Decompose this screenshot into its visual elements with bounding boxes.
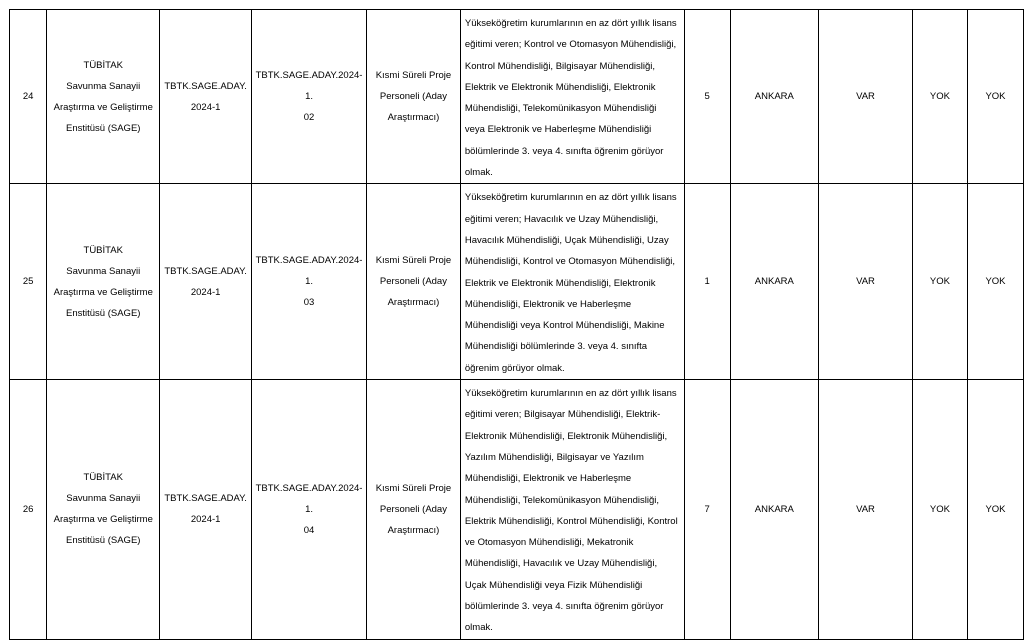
institution-cell-line: Enstitüsü (SAGE) — [66, 307, 141, 319]
status-a-cell — [819, 380, 913, 640]
requirements-cell — [460, 380, 684, 640]
institution-cell-line: TÜBİTAK — [83, 59, 123, 71]
institution-cell — [47, 10, 160, 184]
requirements-cell-line: Mühendisliği, Kontrol ve Otomasyon Mühendisliği, — [464, 256, 676, 268]
requirements-cell-line: eğitimi veren; Havacılık ve Uzay Mühendisliği, — [464, 213, 659, 225]
table-row — [10, 380, 1024, 640]
status-a-cell — [819, 10, 913, 184]
program-code-cell-line: 2024-1 — [190, 286, 221, 298]
requirements-cell-line: Mühendisliği bölümlerinde 3. veya 4. sınıfta — [464, 341, 648, 353]
table-row — [10, 10, 1024, 184]
position-code-cell — [252, 380, 367, 640]
position-count-cell — [684, 184, 730, 380]
requirements-cell-line: Havacılık Mühendisliği, Uçak Mühendisliği, Uzay — [464, 234, 669, 246]
position-code-cell-line: 04 — [303, 524, 315, 536]
requirements-cell-line: olmak. — [464, 622, 493, 634]
requirements-cell-line: Kontrol Mühendisliği, Bilgisayar Mühendisliği, — [464, 60, 655, 72]
row-number — [10, 380, 47, 640]
positions-table — [9, 9, 1024, 640]
program-code-cell-line: TBTK.SAGE.ADAY. — [164, 493, 247, 505]
requirements-cell-line: Mühendisliği, Telekomünikasyon Mühendisliği, — [464, 494, 660, 506]
position-code-cell-line: TBTK.SAGE.ADAY.2024-1. — [255, 255, 363, 288]
institution-cell-line: TÜBİTAK — [83, 244, 123, 256]
program-code-cell — [160, 184, 252, 380]
position-code-cell-line: TBTK.SAGE.ADAY.2024-1. — [255, 70, 363, 103]
position-code-cell — [252, 10, 367, 184]
program-code-cell-line: 2024-1 — [190, 101, 221, 113]
status-b-cell-text: YOK — [929, 276, 950, 288]
program-code-cell-line: 2024-1 — [190, 514, 221, 526]
requirements-cell — [460, 184, 684, 380]
status-c-cell — [967, 184, 1023, 380]
requirements-cell-line: Uçak Mühendisliği veya Fizik Mühendisliği — [464, 579, 643, 591]
position-title-cell-line: Kısmi Süreli Proje — [375, 70, 452, 82]
city-cell-text: ANKARA — [754, 91, 794, 103]
requirements-cell-line: eğitimi veren; Bilgisayar Mühendisliği, Elektrik- — [464, 409, 661, 421]
status-a-cell-text: VAR — [856, 503, 875, 515]
requirements-cell-line: bölümlerinde 3. veya 4. sınıfta öğrenim görüyor — [464, 145, 664, 157]
position-code-cell-line: 03 — [303, 297, 315, 309]
position-title-cell-line: Kısmi Süreli Proje — [375, 482, 452, 494]
city-cell — [730, 380, 819, 640]
requirements-cell-line: Mühendisliği veya Kontrol Mühendisliği, Makine — [464, 320, 665, 332]
requirements-cell-line: öğrenim görüyor olmak. — [464, 362, 565, 374]
position-title-cell-line: Araştırmacı) — [387, 112, 440, 124]
requirements-cell-line: olmak. — [464, 167, 493, 179]
position-count-cell — [684, 380, 730, 640]
status-c-cell-text: YOK — [985, 276, 1006, 288]
status-a-cell — [819, 184, 913, 380]
institution-cell-line: Enstitüsü (SAGE) — [66, 122, 141, 134]
requirements-cell-line: Yükseköğretim kurumlarının en az dört yıllık lisans — [464, 18, 677, 29]
status-a-cell-text: VAR — [856, 91, 875, 103]
program-code-cell-line: TBTK.SAGE.ADAY. — [164, 80, 247, 92]
position-title-cell-line: Kısmi Süreli Proje — [375, 255, 452, 267]
position-code-cell-line: TBTK.SAGE.ADAY.2024-1. — [255, 482, 363, 515]
status-c-cell — [967, 10, 1023, 184]
requirements-cell-line: Mühendisliği, Elektronik ve Haberleşme — [464, 473, 632, 485]
status-b-cell — [912, 184, 967, 380]
requirements-cell-line: bölümlerinde 3. veya 4. sınıfta öğrenim görüyor — [464, 601, 664, 613]
table-row — [10, 184, 1024, 380]
institution-cell-line: Savunma Sanayii — [66, 80, 141, 92]
row-number-text: 24 — [22, 91, 34, 103]
requirements-cell-line: Mühendisliği, Elektronik ve Haberleşme — [464, 298, 632, 310]
requirements-cell-line: Yazılım Mühendisliği, Bilgisayar ve Yazılım — [464, 451, 644, 463]
position-title-cell — [366, 10, 460, 184]
status-a-cell-text: VAR — [856, 276, 875, 288]
status-b-cell-text: YOK — [929, 503, 950, 515]
requirements-cell-line: Elektronik Mühendisliği, Elektronik Mühendisliği, — [464, 430, 668, 442]
requirements-cell-line: Mühendisliği, Havacılık ve Uzay Mühendisliği, — [464, 558, 658, 570]
row-number — [10, 10, 47, 184]
row-number — [10, 184, 47, 380]
requirements-cell-line: Elektrik ve Elektronik Mühendisliği, Elektronik — [464, 277, 656, 289]
institution-cell — [47, 184, 160, 380]
institution-cell-line: Araştırma ve Geliştirme — [53, 514, 153, 526]
position-title-cell-line: Araştırmacı) — [387, 297, 440, 309]
city-cell — [730, 184, 819, 380]
institution-cell-line: TÜBİTAK — [83, 472, 123, 484]
table-body — [10, 10, 1024, 640]
status-c-cell-text: YOK — [985, 91, 1006, 103]
position-title-cell — [366, 380, 460, 640]
position-code-cell-line: 02 — [303, 112, 315, 124]
requirements-cell-line: Mühendisliği, Telekomünikasyon Mühendisliği — [464, 103, 657, 115]
position-count-cell-text: 1 — [704, 276, 710, 288]
institution-cell-line: Enstitüsü (SAGE) — [66, 535, 141, 547]
institution-cell — [47, 380, 160, 640]
requirements-cell — [460, 10, 684, 184]
position-title-cell-line: Personeli (Aday — [379, 91, 447, 103]
position-title-cell-line: Araştırmacı) — [387, 524, 440, 536]
requirements-cell-line: eğitimi veren; Kontrol ve Otomasyon Mühendisliği, — [464, 39, 677, 51]
position-title-cell-line: Personeli (Aday — [379, 503, 447, 515]
city-cell — [730, 10, 819, 184]
status-c-cell-text: YOK — [985, 503, 1006, 515]
institution-cell-line: Araştırma ve Geliştirme — [53, 101, 153, 113]
requirements-cell-line: ve Otomasyon Mühendisliği, Mekatronik — [464, 537, 634, 549]
position-count-cell-text: 5 — [704, 91, 710, 103]
city-cell-text: ANKARA — [754, 276, 794, 288]
requirements-cell-line: Elektrik ve Elektronik Mühendisliği, Elektronik — [464, 81, 656, 93]
city-cell-text: ANKARA — [754, 503, 794, 515]
position-title-cell — [366, 184, 460, 380]
status-c-cell — [967, 380, 1023, 640]
position-count-cell — [684, 10, 730, 184]
requirements-cell-line: Yükseköğretim kurumlarının en az dört yıllık lisans — [464, 192, 677, 204]
row-number-text: 26 — [22, 503, 34, 515]
requirements-cell-line: veya Elektronik ve Haberleşme Mühendisliği — [464, 124, 652, 136]
program-code-cell-line: TBTK.SAGE.ADAY. — [164, 265, 247, 277]
requirements-cell-line: Elektrik Mühendisliği, Kontrol Mühendisliği, Kontrol — [464, 515, 678, 527]
status-b-cell — [912, 380, 967, 640]
requirements-cell-line: Yükseköğretim kurumlarının en az dört yıllık lisans — [464, 388, 677, 400]
position-title-cell-line: Personeli (Aday — [379, 276, 447, 288]
position-count-cell-text: 7 — [704, 503, 710, 515]
program-code-cell — [160, 10, 252, 184]
institution-cell-line: Araştırma ve Geliştirme — [53, 286, 153, 298]
institution-cell-line: Savunma Sanayii — [66, 493, 141, 505]
status-b-cell-text: YOK — [929, 91, 950, 103]
row-number-text: 25 — [22, 276, 34, 288]
institution-cell-line: Savunma Sanayii — [66, 265, 141, 277]
position-code-cell — [252, 184, 367, 380]
program-code-cell — [160, 380, 252, 640]
status-b-cell — [912, 10, 967, 184]
